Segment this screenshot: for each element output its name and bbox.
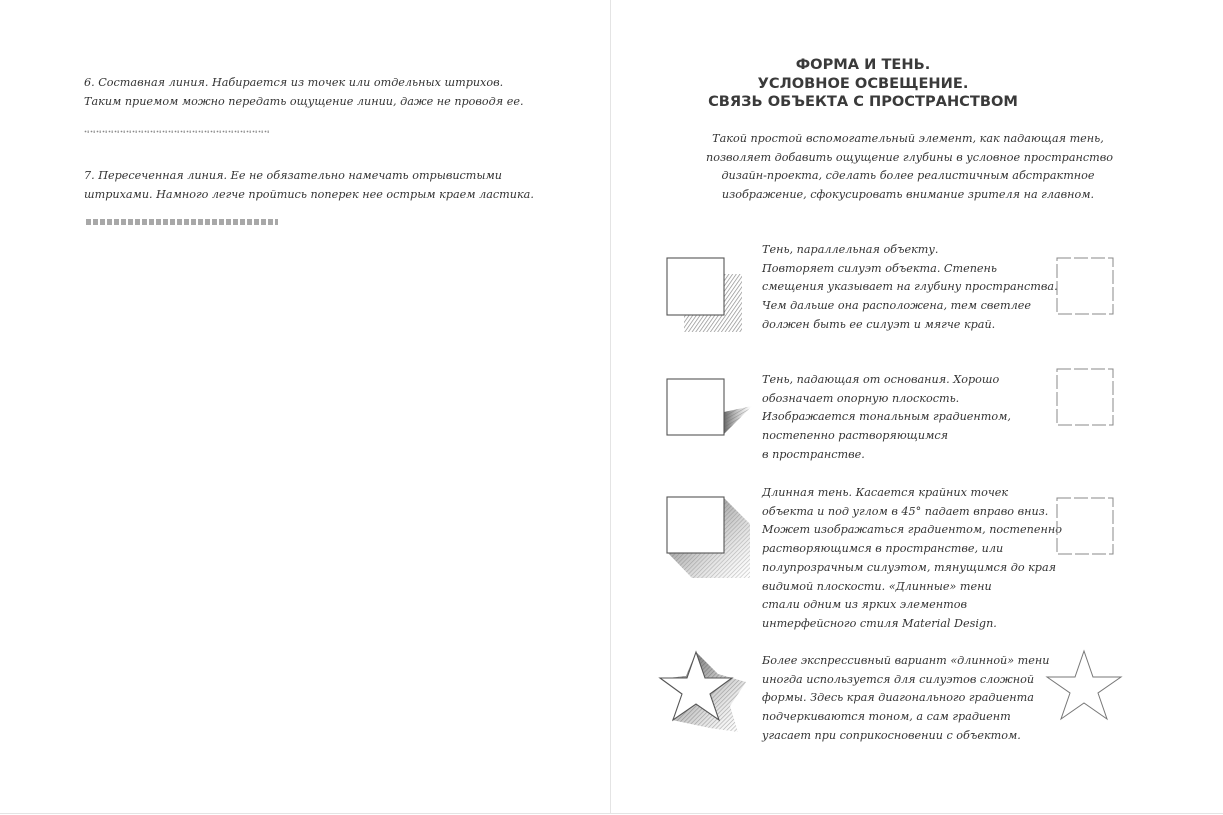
text-line: подчеркиваются тоном, а сам градиент (762, 710, 1011, 724)
text-line: растворяющимся в пространстве, или (762, 542, 1004, 556)
page-title (700, 56, 1026, 112)
text-line: в пространстве. (762, 447, 865, 461)
text-line: видимой плоскости. «Длинные» тени (762, 579, 992, 593)
text-line: штрихами. Намного легче пройтись поперек нее острым краем ластика. (84, 187, 534, 201)
text-line: Тень, падающая от основания. Хорошо (762, 373, 1000, 386)
text-line: Повторяет силуэт объекта. Степень (762, 261, 998, 275)
text-line: Такой простой вспомогательный элемент, как падающая тень, (712, 132, 1104, 145)
text-line: Чем дальше она расположена, тем светлее (762, 299, 1031, 313)
square-parallel-shadow-figure (662, 254, 748, 336)
text-line: должен быть ее силуэт и мягче край. (762, 317, 996, 331)
text-line: интерфейсного стиля Material Design. (762, 616, 997, 630)
crossed-line-sample (86, 216, 282, 228)
dashed-square-outline (1054, 366, 1116, 428)
text-line: позволяет добавить ощущение глубины в условное пространство (706, 150, 1114, 164)
text-line: постепенно растворяющимся (762, 429, 949, 443)
dashed-square-outline (1054, 255, 1116, 317)
item-7-crossed-line-text (84, 167, 534, 204)
text-line: формы. Здесь края диагонального градиента (762, 691, 1034, 705)
intro-paragraph (706, 130, 1114, 205)
section-2-text (762, 371, 1011, 465)
text-line: смещения указывает на глубину пространства. (762, 280, 1058, 294)
text-line: 7. Пересеченная линия. Ее не обязательно намечать отрывистыми (84, 169, 503, 182)
text-line: стали одним из ярких элементов (762, 598, 967, 612)
text-line: иногда используется для силуэтов сложной (762, 672, 1035, 686)
text-line: дизайн-проекта, сделать более реалистичным абстрактное (721, 169, 1095, 183)
section-1-text (762, 241, 1058, 335)
square-base-shadow-figure (662, 376, 754, 440)
dotted-line-sample (84, 126, 274, 138)
text-line: полупрозрачным силуэтом, тянущимся до края (762, 560, 1057, 574)
square-long-shadow-figure (662, 494, 754, 580)
text-line: 6. Составная линия. Набирается из точек или отдельных штрихов. (84, 76, 504, 89)
text-line: Тень, параллельная объекту. (762, 243, 939, 256)
text-line: объекта и под углом в 45° падает вправо вниз. (762, 504, 1049, 518)
item-6-composite-line-text (84, 74, 524, 111)
text-line: Может изображаться градиентом, постепенно (762, 523, 1062, 537)
text-line: Изображается тональным градиентом, (762, 410, 1011, 424)
star-outline (1046, 648, 1124, 722)
page-bottom-edge (0, 813, 1223, 814)
text-line: изображение, сфокусировать внимание зрителя на главном. (721, 188, 1095, 202)
dashed-square-outline (1054, 495, 1116, 557)
star-long-shadow-figure (656, 648, 752, 736)
section-3-text (762, 484, 1062, 634)
text-line: Более экспрессивный вариант «длинной» тени (762, 654, 1050, 667)
section-4-text (762, 652, 1049, 746)
title-line: СВЯЗЬ ОБЪЕКТА С ПРОСТРАНСТВОМ (708, 93, 1018, 111)
title-line: УСЛОВНОЕ ОСВЕЩЕНИЕ. (757, 74, 969, 92)
text-line: Длинная тень. Касается крайних точек (762, 486, 1009, 499)
text-line: обозначает опорную плоскость. (762, 391, 960, 405)
title-line: ФОРМА И ТЕНЬ. (795, 56, 931, 73)
left-page (0, 0, 611, 813)
text-line: Таким приемом можно передать ощущение линии, даже не проводя ее. (84, 94, 524, 108)
text-line: угасает при соприкосновении с объектом. (762, 728, 1021, 742)
